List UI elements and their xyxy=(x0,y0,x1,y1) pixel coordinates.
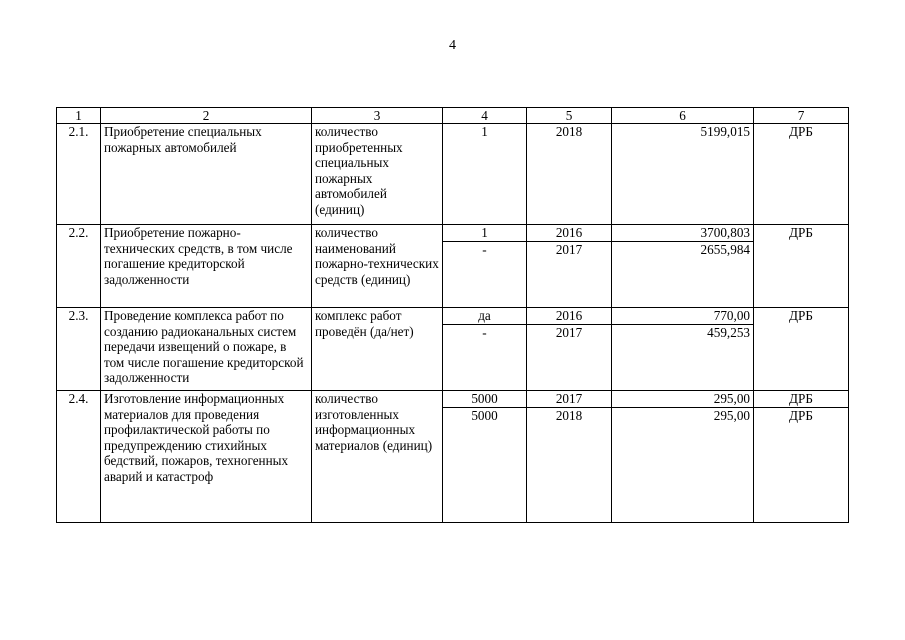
table-row xyxy=(57,124,849,225)
indicator-value: да xyxy=(443,308,527,325)
page-number: 4 xyxy=(449,38,456,53)
year: 2018 xyxy=(527,124,612,225)
indicator-name: комплекс работ проведён (да/нет) xyxy=(312,308,443,391)
year: 2017 xyxy=(527,391,612,408)
column-number-row xyxy=(57,108,849,124)
year: 2017 xyxy=(527,242,612,308)
column-number: 2 xyxy=(101,108,312,124)
indicator-value: 1 xyxy=(443,124,527,225)
year: 2016 xyxy=(527,225,612,242)
program-activities-table xyxy=(56,107,849,523)
funding-source: ДРБ xyxy=(754,391,849,408)
funding-source: ДРБ xyxy=(754,225,849,308)
indicator-value: 1 xyxy=(443,225,527,242)
item-number: 2.1. xyxy=(57,124,101,225)
indicator-name: количество наименований пожарно-технических средств (единиц) xyxy=(312,225,443,308)
activity-name: Приобретение пожарно-технических средств, в том числе погашение кредиторской задолженности xyxy=(101,225,312,308)
year: 2018 xyxy=(527,408,612,523)
table-row xyxy=(57,308,849,325)
funding-amount: 295,00 xyxy=(612,408,754,523)
funding-amount: 770,00 xyxy=(612,308,754,325)
indicator-value: 5000 xyxy=(443,391,527,408)
funding-source: ДРБ xyxy=(754,408,849,523)
funding-amount: 5199,015 xyxy=(612,124,754,225)
column-number: 1 xyxy=(57,108,101,124)
column-number: 7 xyxy=(754,108,849,124)
item-number: 2.3. xyxy=(57,308,101,391)
funding-source: ДРБ xyxy=(754,124,849,225)
indicator-name: количество приобретенных специальных пожарных автомобилей (единиц) xyxy=(312,124,443,225)
indicator-name: количество изготовленных информационных материалов (единиц) xyxy=(312,391,443,523)
activity-name: Изготовление информационных материалов для проведения профилактической работы по предупреждению стихийных бедствий, пожаров, техногенных аварий и катастроф xyxy=(101,391,312,523)
table-row xyxy=(57,391,849,408)
funding-source: ДРБ xyxy=(754,308,849,391)
column-number: 5 xyxy=(527,108,612,124)
item-number: 2.4. xyxy=(57,391,101,523)
column-number: 6 xyxy=(612,108,754,124)
column-number: 3 xyxy=(312,108,443,124)
funding-amount: 2655,984 xyxy=(612,242,754,308)
year: 2017 xyxy=(527,325,612,391)
item-number: 2.2. xyxy=(57,225,101,308)
funding-amount: 459,253 xyxy=(612,325,754,391)
activity-name: Проведение комплекса работ по созданию радиоканальных систем передачи извещений о пожаре, в том числе погашение кредиторской задолженности xyxy=(101,308,312,391)
activity-name: Приобретение специальных пожарных автомобилей xyxy=(101,124,312,225)
year: 2016 xyxy=(527,308,612,325)
funding-amount: 295,00 xyxy=(612,391,754,408)
indicator-value: - xyxy=(443,325,527,391)
indicator-value: 5000 xyxy=(443,408,527,523)
column-number: 4 xyxy=(443,108,527,124)
table-row xyxy=(57,225,849,242)
indicator-value: - xyxy=(443,242,527,308)
funding-amount: 3700,803 xyxy=(612,225,754,242)
